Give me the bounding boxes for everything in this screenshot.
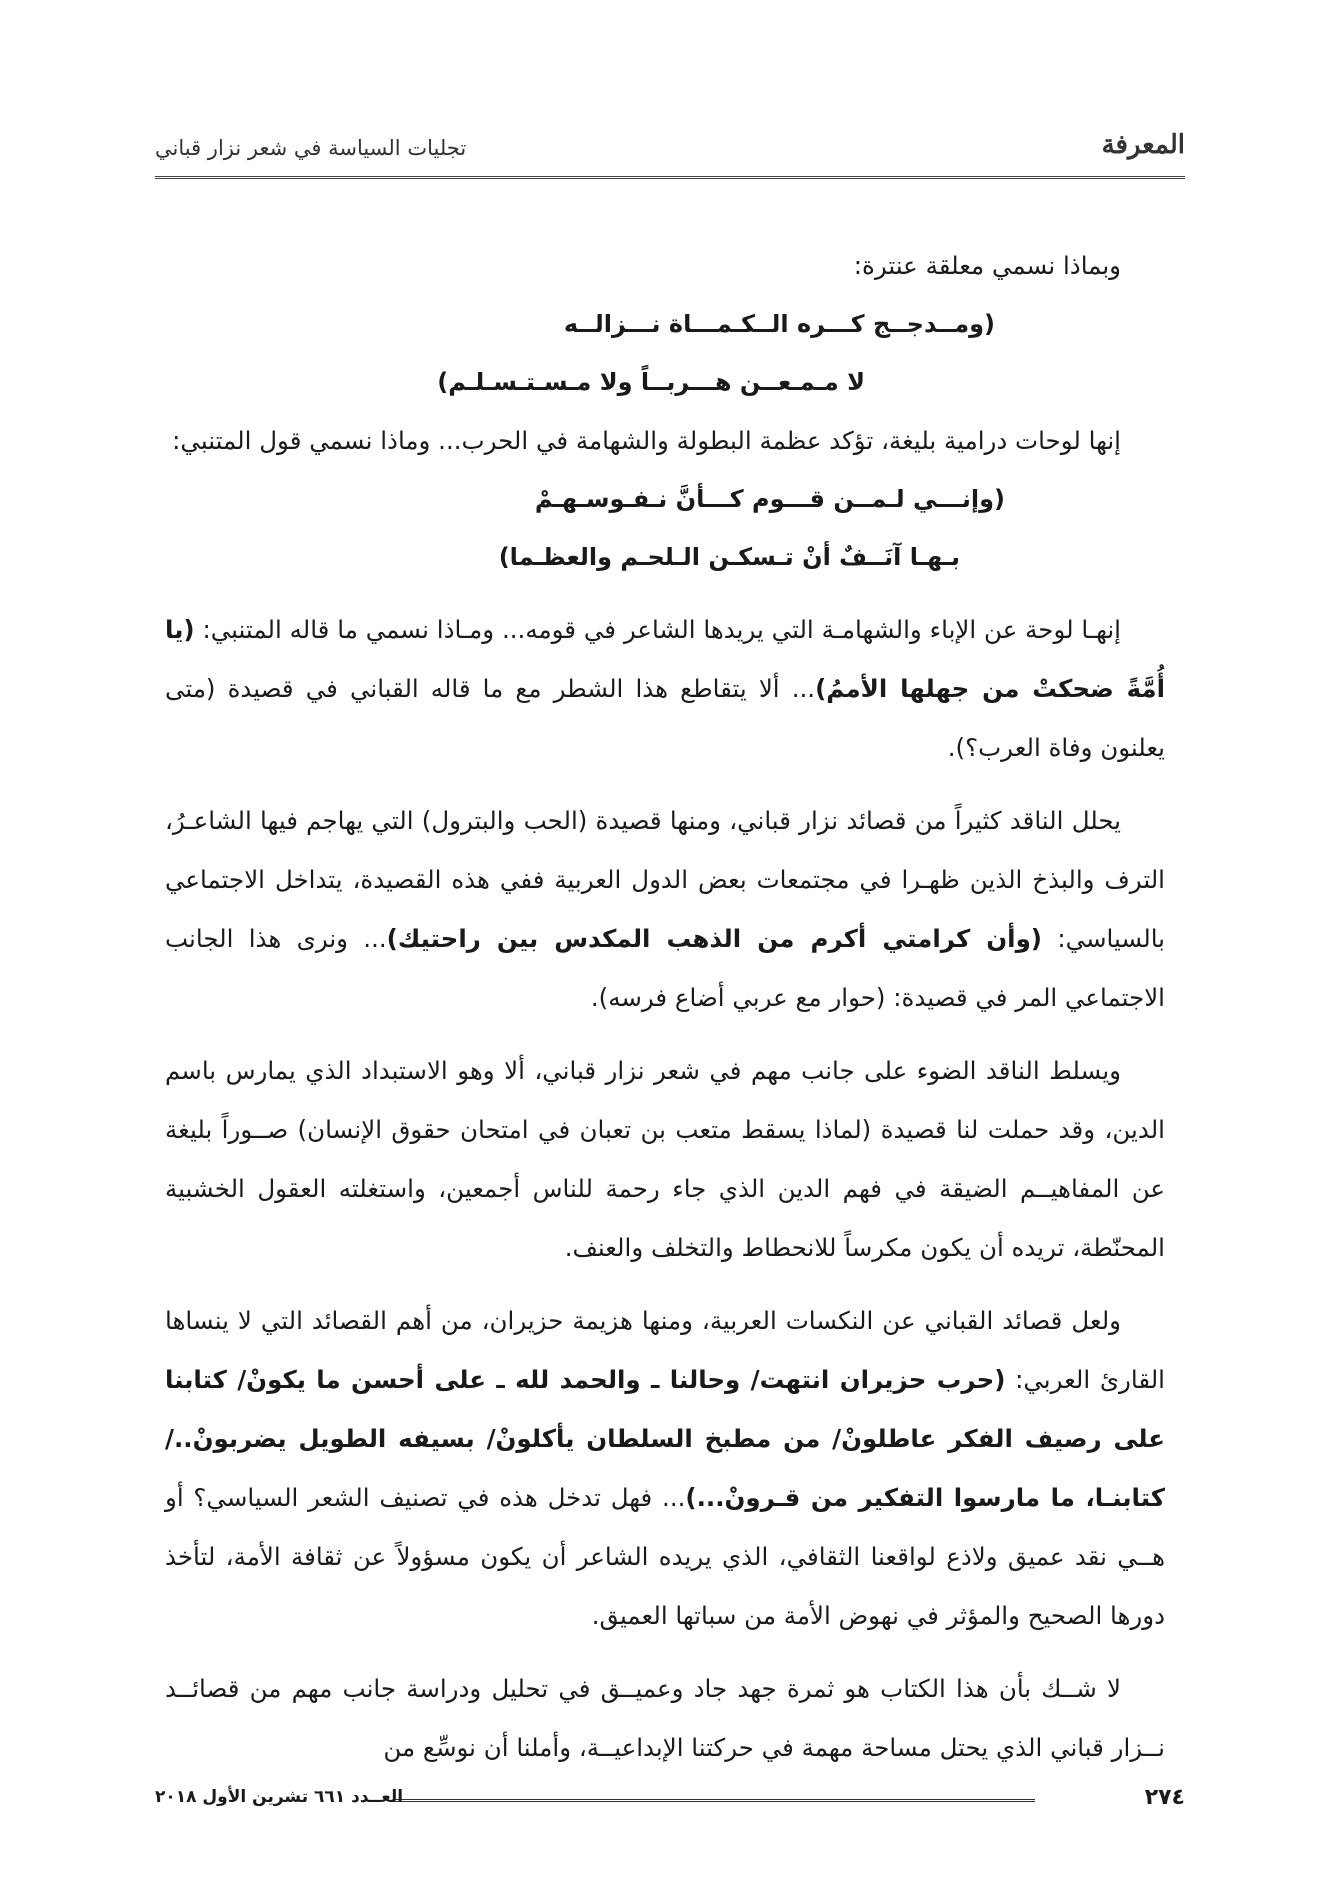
issue-info: العــدد ٦٦١ تشرين الأول ٢٠١٨ — [155, 1787, 404, 1807]
paragraph-1: وبماذا نسمي معلقة عنترة: — [853, 251, 1121, 280]
poem-antara-line-1: (ومــدجــج كـــره الــكـمـــاة نـــزالــه — [563, 310, 995, 338]
paragraph-5: ويسلط الناقد الضوء على جانب مهم في شعر نزار قباني، ألا وهو الاستبداد الذي يمارس باسم الدين، وقد حملت لنا قصيدة (لماذا يسقط متعب بن تعبان في امتحان حقوق الإنسان) صــوراً بليغة عن المفاهيــم الضيقة في فهم الدين الذي جاء رحمة للناس أجمعين، واستغلته العقول الخشبية المحنّطة، تريده أن يكون مكرساً للانحطاط والتخلف والعنف. — [165, 1056, 1165, 1262]
header-rule — [155, 176, 1185, 182]
paragraph-6-quote: (حرب حزيران انتهت/ وحالنا ـ والحمد لله ـ على أحسن ما يكونْ/ كتابنا على رصيف الفكر عاطلونْ/ من مطبخ السلطان يأكلونْ/ بسيفه الطويل يضربونْ../ كتابنـا، ما مارسوا التفكير من قـرونْ...) — [165, 1365, 1165, 1512]
paragraph-3-text-a: إنهـا لوحة عن الإباء والشهامـة التي يريدها الشاعر في قومه... ومـاذا نسمي ما قاله المتنبي: — [194, 615, 1121, 644]
paragraph-6-text-c: ... فهل تدخل هذه في تصنيف الشعر السياسي؟ أو هــي نقد عميق ولاذع لواقعنا الثقافي، الذي يريده الشاعر أن يكون مسؤولاً عن ثقافة الأمة، لتأخذ دورها الصحيح والمؤثر في نهوض الأمة من سباتها العميق. — [165, 1483, 1165, 1630]
paragraph-2: إنها لوحات درامية بليغة، تؤكد عظمة البطولة والشهامة في الحرب... وماذا نسمي قول المتنبي: — [172, 426, 1121, 455]
page-header — [155, 128, 1185, 178]
paragraph-3 — [165, 600, 1165, 777]
paragraph-4-quote: (وأن كرامتي أكرم من الذهب المكدس بين راحتيك) — [386, 924, 1043, 953]
paragraph-6-text-a: ولعل قصائد القباني عن النكسات العربية، ومنها هزيمة حزيران، من أهم القصائد التي لا ينساها القارئ العربي: — [165, 1306, 1165, 1394]
journal-logo: المعرفة — [1101, 130, 1185, 160]
poem-mutanabbi-line-2: بـهـا آنَــفٌ أنْ تـسكـن الـلحـم والعظـما) — [498, 543, 960, 571]
paragraph-6 — [165, 1291, 1165, 1645]
paragraph-7: لا شــك بأن هذا الكتاب هو ثمرة جهد جاد وعميــق في تحليل ودراسة جانب مهم من قصائــد نــزار قباني الذي يحتل مساحة مهمة في حركتنا الإبداعيــة، وأملنا أن نوسِّع من — [165, 1674, 1165, 1762]
paragraph-4 — [165, 791, 1165, 1027]
poem-antara — [165, 295, 1165, 411]
footer-rule — [395, 1799, 1035, 1805]
paragraph-4-text-a: يحلل الناقد كثيراً من قصائد نزار قباني، ومنها قصيدة (الحب والبترول) التي يهاجم فيها الشاعـرُ، الترف والبذخ الذين ظهـرا في مجتمعات بعض الدول العربية ففي هذه القصيدة، يتداخل الاجتماعي بالسياسي: — [165, 806, 1165, 953]
poem-antara-line-2: لا مـمـعــن هـــربــاً ولا مـسـتـسـلـم) — [437, 368, 865, 396]
paragraph-3-text-c: ... ألا يتقاطع هذا الشطر مع ما قاله القباني في قصيدة (متى يعلنون وفاة العرب؟). — [165, 674, 1165, 762]
page-footer — [155, 1785, 1185, 1825]
running-title: تجليات السياسة في شعر نزار قباني — [155, 136, 467, 160]
article-body — [165, 236, 1165, 1777]
paragraph-3-quote: (يا أُمَّةً ضحكتْ من جهلها الأممُ) — [165, 615, 1165, 703]
poem-mutanabbi-line-1: (وإنـــي لـمــن قـــوم كـــأنَّ نـفـوسـهـمْ — [534, 485, 1005, 513]
paragraph-4-text-c: ... ونرى هذا الجانب الاجتماعي المر في قصيدة: (حوار مع عربي أضاع فرسه). — [165, 924, 1165, 1012]
poem-mutanabbi — [165, 470, 1165, 586]
page-number: ٢٧٤ — [1144, 1785, 1185, 1810]
